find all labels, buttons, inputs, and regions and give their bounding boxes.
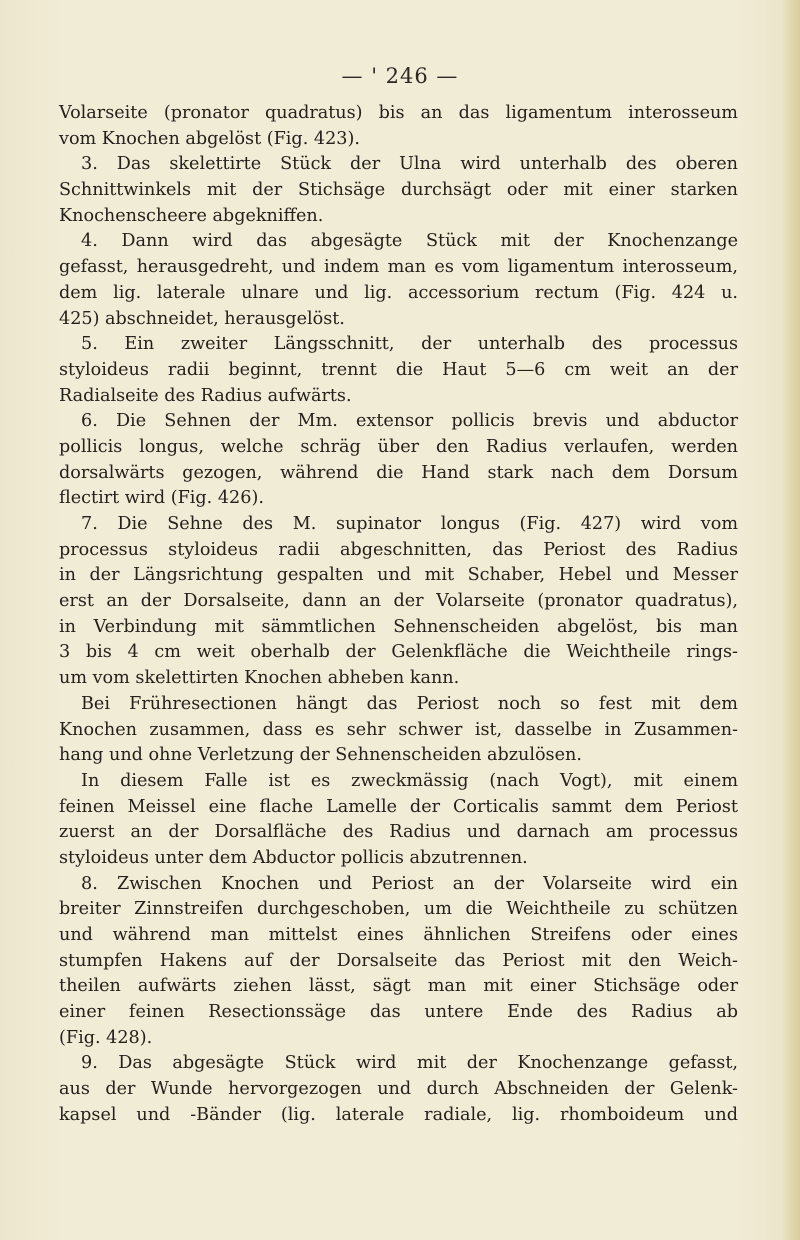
- text-line: 425) abschneidet, herausgelöst.: [59, 308, 345, 329]
- text-line: aus der Wunde hervorgezogen und durch Abschneiden der Gelenk-: [59, 1079, 738, 1100]
- text-line: 3. Das skelettirte Stück der Ulna wird unterhalb des oberen: [81, 154, 738, 175]
- text-line: dem lig. laterale ulnare und lig. accessorium rectum (Fig. 424 u.: [59, 282, 738, 303]
- text-line: erst an der Dorsalseite, dann an der Volarseite (pronator quadratus),: [59, 591, 738, 612]
- text-line: flectirt wird (Fig. 426).: [59, 488, 264, 509]
- text-line: dorsalwärts gezogen, während die Hand stark nach dem Dorsum: [59, 462, 738, 483]
- text-line: 8. Zwischen Knochen und Periost an der Volarseite wird ein: [81, 873, 738, 894]
- text-line: zuerst an der Dorsalfläche des Radius und darnach am processus: [59, 822, 738, 843]
- text-line: Schnittwinkels mit der Stichsäge durchsägt oder mit einer starken: [59, 180, 738, 201]
- text-line: vom Knochen abgelöst (Fig. 423).: [59, 128, 360, 149]
- text-line: und während man mittelst eines ähnlichen Streifens oder eines: [59, 925, 738, 945]
- text-line: einer feinen Resectionssäge das untere Ende des Radius ab: [59, 1002, 738, 1023]
- text-line: Radialseite des Radius aufwärts.: [59, 385, 352, 406]
- page-number-header: — ' 246 —: [341, 64, 459, 88]
- text-line: Bei Frühresectionen hängt das Periost noch so fest mit dem: [81, 693, 738, 714]
- text-line: styloideus radii beginnt, trennt die Haut 5—6 cm weit an der: [59, 359, 738, 380]
- text-line: Volarseite (pronator quadratus) bis an das ligamentum interosseum: [59, 103, 738, 123]
- text-line: Knochenscheere abgekniffen.: [59, 205, 324, 226]
- text-line: um vom skelettirten Knochen abheben kann.: [59, 668, 460, 689]
- page-edge-shadow: [782, 0, 800, 1240]
- text-line: 7. Die Sehne des M. supinator longus (Fig. 427) wird vom: [81, 514, 738, 534]
- text-line: breiter Zinnstreifen durchgeschoben, um die Weichtheile zu schützen: [59, 899, 738, 920]
- text-line: pollicis longus, welche schräg über den Radius verlaufen, werden: [59, 436, 738, 457]
- text-line: Knochen zusammen, dass es sehr schwer ist, dasselbe in Zusammen-: [59, 719, 738, 740]
- text-line: 9. Das abgesägte Stück wird mit der Knochenzange gefasst,: [81, 1053, 738, 1074]
- body-text: [59, 101, 738, 1129]
- text-line: In diesem Falle ist es zweckmässig (nach Vogt), mit einem: [81, 770, 738, 791]
- text-line: theilen aufwärts ziehen lässt, sägt man mit einer Stichsäge oder: [59, 976, 738, 997]
- text-line: processus styloideus radii abgeschnitten, das Periost des Radius: [59, 539, 738, 560]
- text-line: 6. Die Sehnen der Mm. extensor pollicis brevis und abductor: [81, 411, 738, 432]
- text-line: styloideus unter dem Abductor pollicis abzutrennen.: [59, 847, 528, 868]
- text-line: gefasst, herausgedreht, und indem man es vom ligamentum interosseum,: [59, 257, 738, 278]
- text-line: 4. Dann wird das abgesägte Stück mit der Knochenzange: [81, 231, 738, 252]
- text-line: in Verbindung mit sämmtlichen Sehnenscheiden abgelöst, bis man: [59, 616, 738, 637]
- text-line: 3 bis 4 cm weit oberhalb der Gelenkfläche die Weichtheile rings-: [59, 642, 738, 663]
- text-line: (Fig. 428).: [59, 1027, 153, 1048]
- text-line: feinen Meissel eine flache Lamelle der Corticalis sammt dem Periost: [59, 796, 738, 817]
- text-line: stumpfen Hakens auf der Dorsalseite das Periost mit den Weich-: [59, 950, 738, 971]
- text-line: kapsel und -Bänder (lig. laterale radiale, lig. rhomboideum und: [59, 1104, 738, 1125]
- text-line: hang und ohne Verletzung der Sehnenscheiden abzulösen.: [59, 745, 582, 766]
- text-line: 5. Ein zweiter Längsschnitt, der unterhalb des processus: [81, 334, 738, 355]
- text-line: in der Längsrichtung gespalten und mit Schaber, Hebel und Messer: [59, 565, 738, 586]
